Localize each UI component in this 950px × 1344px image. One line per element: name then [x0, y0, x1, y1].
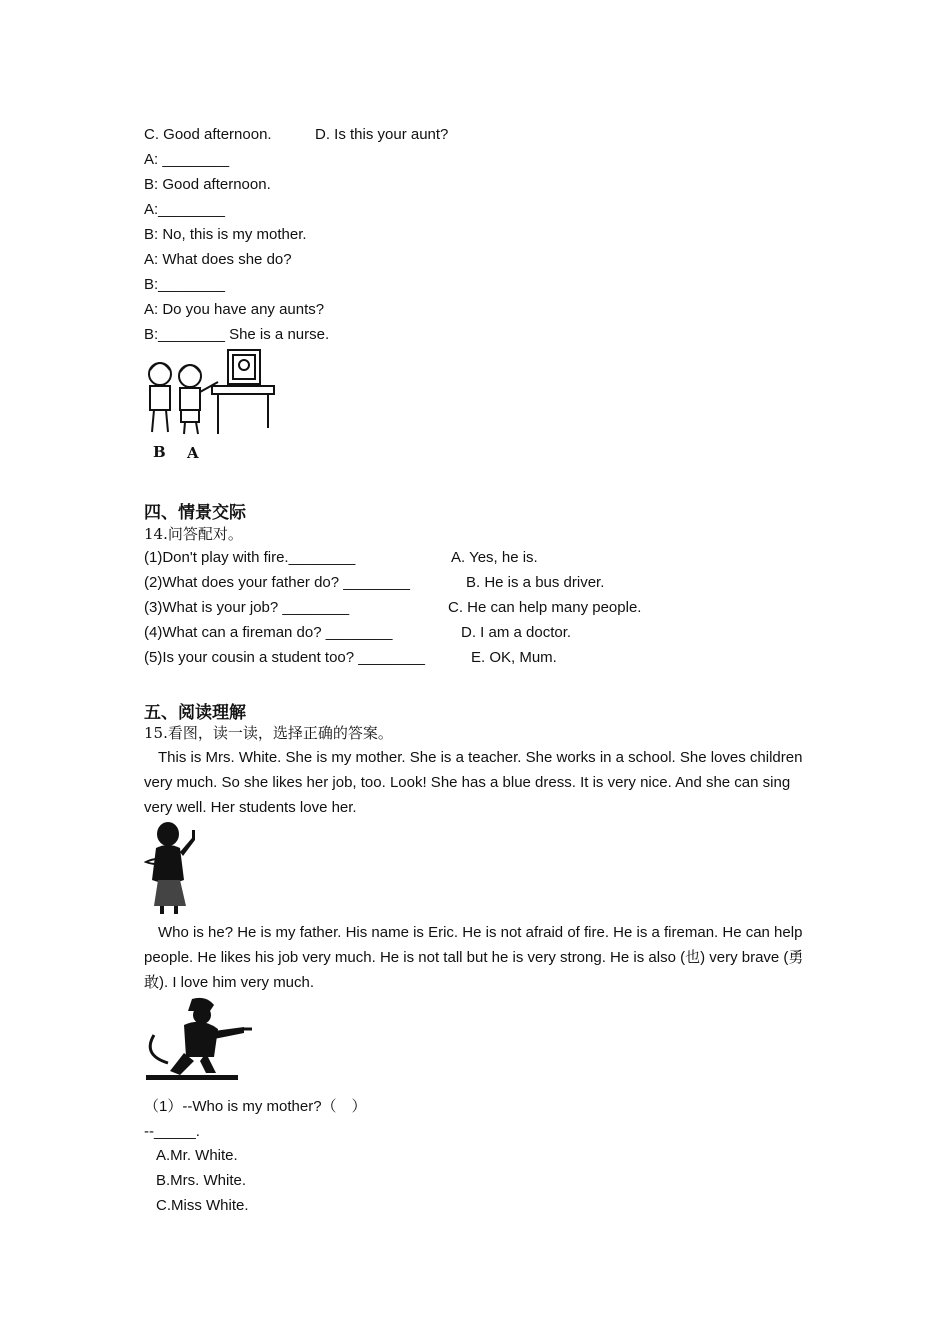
- dialogue-line-2: B: Good afternoon.: [144, 176, 271, 193]
- figure-label-a: A: [187, 444, 199, 462]
- match-right-d: D. I am a doctor.: [461, 624, 572, 641]
- option-c: C. Good afternoon.: [144, 126, 272, 143]
- match-left-1: (1)Don't play with fire.________: [144, 549, 356, 566]
- fireman-illustration: [144, 995, 254, 1083]
- dialogue-line-8: B:________ She is a nurse.: [144, 326, 330, 343]
- dialogue-line-3: A:________: [144, 201, 225, 218]
- question-15: 15.看图，读一读，选择正确的答案。: [144, 724, 393, 742]
- match-right-a: A. Yes, he is.: [451, 549, 538, 566]
- choice-c[interactable]: C.Miss White.: [156, 1197, 249, 1214]
- match-left-2: (2)What does your father do? ________: [144, 574, 411, 591]
- question-14: 14.问答配对。: [144, 525, 243, 543]
- match-left-3: (3)What is your job? ________: [144, 599, 350, 616]
- figure-label-b: B: [153, 443, 166, 461]
- match-left-4: (4)What can a fireman do? ________: [144, 624, 393, 641]
- question-1: （1）--Who is my mother?（ ）: [144, 1098, 367, 1115]
- choice-b[interactable]: B.Mrs. White.: [156, 1172, 247, 1189]
- question-1-answer-blank: --_____.: [144, 1123, 200, 1140]
- choice-a[interactable]: A.Mr. White.: [156, 1147, 238, 1164]
- reading-paragraph-1: This is Mrs. White. She is my mother. She is a teacher. She works in a school. She loves children very much. So she likes her job, too. Look! She has a blue dress. It is very nice. And she can sing very well. Her students love her.: [144, 749, 803, 816]
- teacher-illustration: [144, 820, 200, 918]
- dialogue-line-4: B: No, this is my mother.: [144, 226, 307, 243]
- section-4-title: 四、情景交际: [144, 503, 246, 523]
- dialogue-line-1: A: ________: [144, 151, 230, 168]
- boys-photo-illustration: [144, 346, 276, 462]
- match-right-e: E. OK, Mum.: [471, 649, 557, 666]
- match-right-c: C. He can help many people.: [448, 599, 642, 616]
- section-5-title: 五、阅读理解: [144, 703, 246, 723]
- dialogue-line-5: A: What does she do?: [144, 251, 292, 268]
- match-right-b: B. He is a bus driver.: [466, 574, 605, 591]
- reading-paragraph-2: Who is he? He is my father. His name is Eric. He is not afraid of fire. He is a fireman. He can help people. He likes his job very much. He is not tall but he is very strong. He is also (也) very brave (勇敢). I love him very much.: [144, 924, 804, 991]
- dialogue-line-6: B:________: [144, 276, 225, 293]
- option-d: D. Is this your aunt?: [315, 126, 449, 143]
- dialogue-line-7: A: Do you have any aunts?: [144, 301, 325, 318]
- match-left-5: (5)Is your cousin a student too? ________: [144, 649, 426, 666]
